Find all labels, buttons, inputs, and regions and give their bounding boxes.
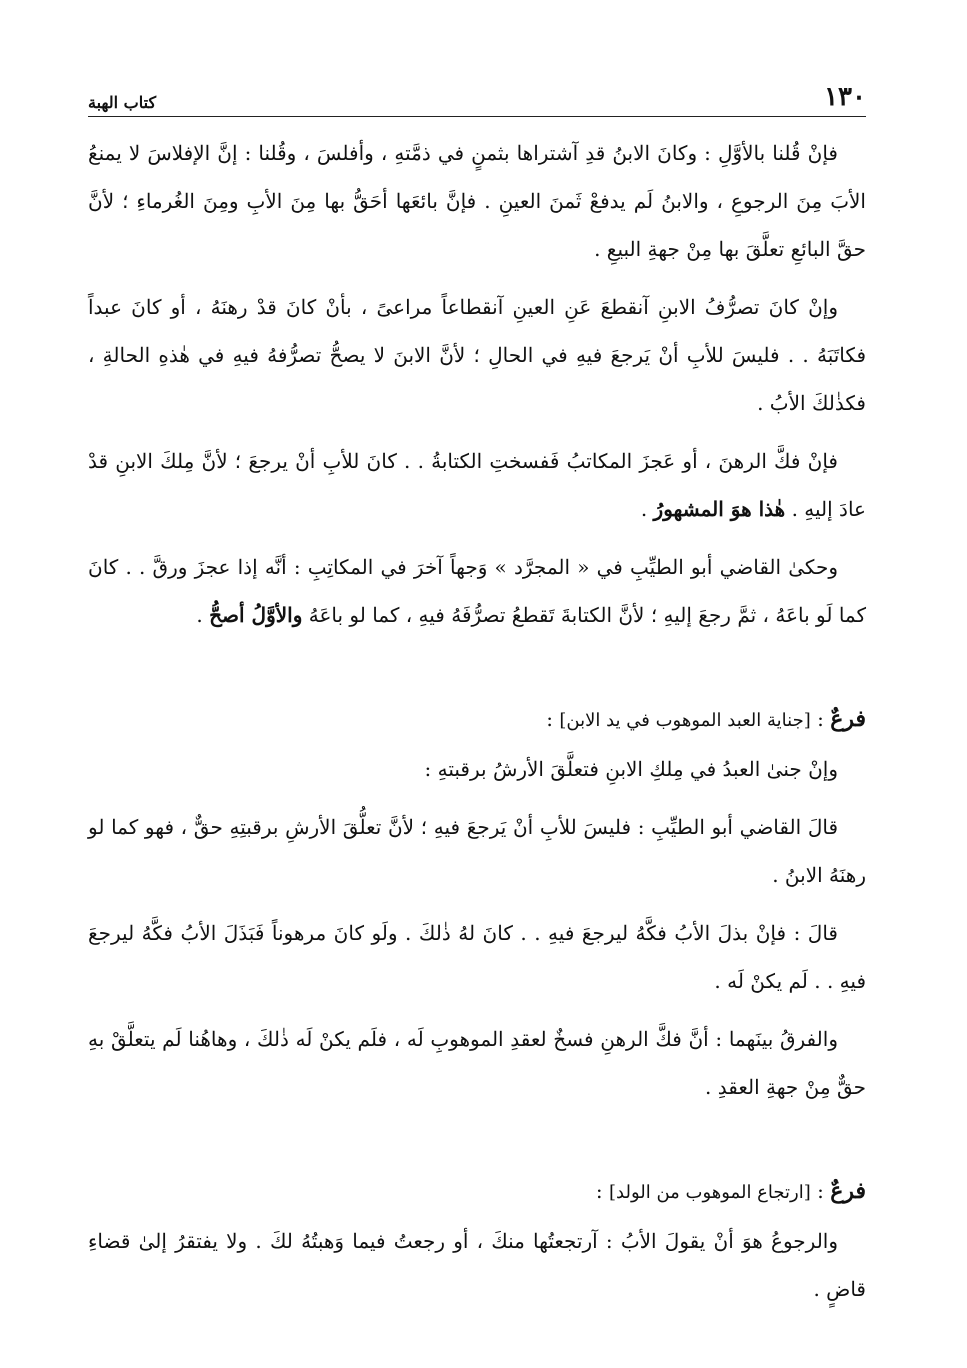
book-page — [88, 78, 866, 1313]
branch-title: [ارتجاع الموهوب من الولد] — [609, 1182, 811, 1203]
branch-heading: فرعٌ : [جناية العبد الموهوب في يد الابن] : — [546, 706, 866, 732]
paragraph-text: وإنْ جنىٰ العبدُ في مِلكِ الابنِ فتعلَّقَ الأرشُ برقبتهِ : — [424, 757, 838, 781]
paragraph: فإنْ فكَّ الرهنَ ، أو عَجزَ المكاتبُ فَفسختِ الكتابةُ . . كانَ للأبِ أنْ يرجعَ ؛ لأنَّ مِلكَ الابنِ قدْ عادَ إليهِ . هٰذا هوَ المشهورُ . — [88, 449, 866, 521]
page-header — [88, 78, 866, 117]
paragraph — [88, 283, 866, 427]
branch-heading: فرعٌ : [ارتجاع الموهوب من الولد] : — [595, 1178, 866, 1204]
branch-title: [جناية العبد الموهوب في يد الابن] — [559, 710, 811, 731]
paragraph-text: فإنْ فكَّ الرهنَ ، أو عَجزَ المكاتبُ فَفسختِ الكتابةُ . . كانَ للأبِ أنْ يرجعَ ؛ لأنَّ مِلكَ الابنِ قدْ عادَ إليهِ . — [88, 449, 866, 521]
paragraph — [88, 745, 866, 793]
paragraph-text: والفرقُ بينَهما : أنَّ فكَّ الرهنِ فسخٌ لعقدِ الموهوبِ لَه ، فلَم يكنْ لَه ذٰلكَ ، وهاهُنا لَم يتعلَّقْ بهِ حقٌّ مِنْ جهةِ العقدِ . — [88, 1027, 866, 1099]
running-title: كتاب الهبة — [88, 93, 157, 112]
emphasis-text: هٰذا هوَ المشهورُ — [653, 497, 786, 521]
paragraph-text: وحكىٰ القاضي أبو الطيِّبِ في « المجرَّد » وَجهاً آخرَ في المكاتِبِ : أنَّه إذا عجزَ ورقَّ . . كانَ كما لَو باعَهُ ، ثمَّ رجعَ إليهِ ؛ لأنَّ الكتابةَ تَقطعُ تصرُّفَهُ فيهِ ، كما لو باعَهُ — [88, 555, 866, 627]
paragraph — [88, 1015, 866, 1111]
paragraph-text: والرجوعُ هوَ أنْ يقولَ الأبُ : آرتجعتُها منكَ ، أو رجعتُ فيما وَهبتُهُ لكَ . ولا يفتقرُ إلىٰ قضاءِ قاضٍ . — [88, 1229, 866, 1301]
paragraph-text: فإنْ قُلنا بالأوَّلِ : وكانَ الابنُ قدِ آشتراها بثمنٍ في ذمَّتهِ ، وأفلسَ ، وقُلنا : إنَّ الإفلاسَ لا يمنعُ الأبَ مِنَ الرجوعِ ، والابنُ لَم يدفعْ ثَمنَ العينِ . فإنَّ بائعَها أحَقُّ بها مِنَ الأبِ ومِنَ الغُرماءِ ؛ لأنَّ حقَّ البائعِ تعلَّقَ بها مِنْ جهةِ البيعِ . — [88, 141, 866, 261]
page-number: ١٣٠ — [824, 82, 866, 112]
paragraph — [88, 1217, 866, 1313]
paragraph: وحكىٰ القاضي أبو الطيِّبِ في « المجرَّد » وَجهاً آخرَ في المكاتِبِ : أنَّه إذا عجزَ ورقَّ . . كانَ كما لَو باعَهُ ، ثمَّ رجعَ إليهِ ؛ لأنَّ الكتابةَ تَقطعُ تصرُّفَهُ فيهِ ، كما لو باعَهُ والأوَّلُ أصحُّ . — [88, 555, 866, 627]
paragraph-text: قالَ : فإنْ بذلَ الأبُ فكَّهُ ليرجعَ فيهِ . . كانَ لهُ ذٰلكَ . ولَو كانَ مرهوناً فَبَذَلَ الأبُ فكَّهُ ليرجعَ فيهِ . . لَم يكنْ لَه . — [88, 921, 866, 993]
paragraph — [88, 129, 866, 273]
paragraph — [88, 803, 866, 899]
paragraph — [88, 909, 866, 1005]
branch-label: فرعٌ — [830, 706, 866, 732]
branch-label: فرعٌ — [830, 1178, 866, 1204]
page-body — [88, 129, 866, 1313]
emphasis-text: والأوَّلُ أصحُّ — [209, 603, 303, 627]
paragraph-text: قالَ القاضي أبو الطيِّبِ : فليسَ للأبِ أنْ يَرجعَ فيهِ ؛ لأنَّ تعلُّقَ الأرشِ برقبتِهِ حقٌّ ، فهو كما لو رهنَهُ الابنُ . — [88, 815, 866, 887]
paragraph-text: وإنْ كانَ تصرُّفُ الابنِ آنقطعَ عَنِ العينِ آنقطاعاً مراعىً ، بأنْ كانَ قدْ رهنَهُ ، أو كانَ عبداً فكاتَبَهُ . . فليسَ للأبِ أنْ يَرجعَ فيهِ في الحالِ ؛ لأنَّ الابنَ لا يصحُّ تصرُّفهُ فيهِ في هٰذهِ الحالةِ ، فكذٰلكَ الأبُ . — [88, 295, 867, 415]
